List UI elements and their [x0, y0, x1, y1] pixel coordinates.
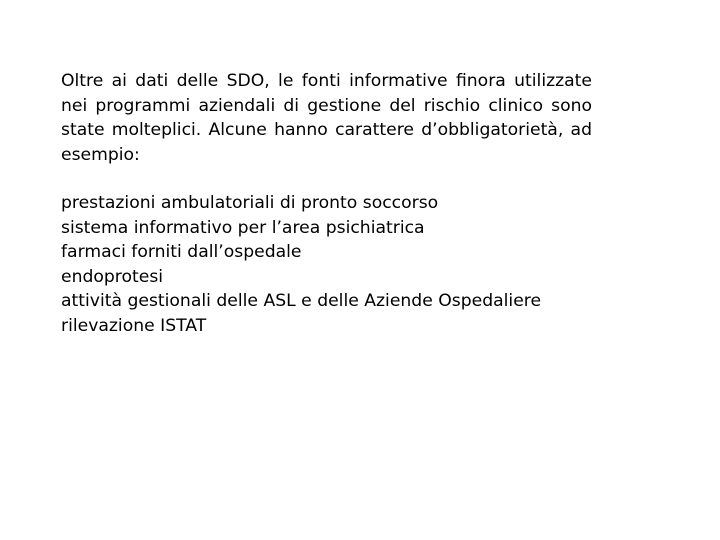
sources-list: [61, 191, 592, 338]
list-item: endoprotesi: [61, 266, 164, 287]
list-item: sistema informativo per l’area psichiatrica: [61, 217, 425, 238]
intro-paragraph: Oltre ai dati delle SDO, le fonti informative finora utilizzate nei programmi aziendali di gestione del rischio clinico sono state molteplici. Alcune hanno carattere d’obbligatorietà, ad esempio:: [61, 71, 592, 165]
list-item: rilevazione ISTAT: [61, 315, 207, 336]
list-item: farmaci forniti dall’ospedale: [61, 242, 302, 262]
list-item: prestazioni ambulatoriali di pronto soccorso: [61, 193, 439, 213]
slide-content: [61, 69, 592, 336]
list-item: attività gestionali delle ASL e delle Aziende Ospedaliere: [61, 291, 542, 311]
